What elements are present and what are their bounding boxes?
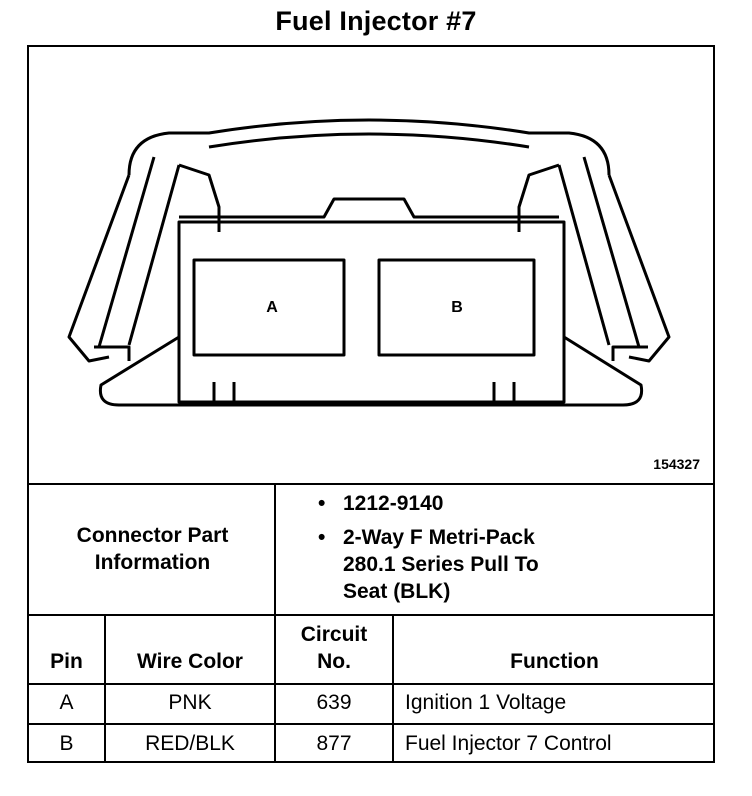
row-b-function: Fuel Injector 7 Control	[405, 732, 612, 755]
bullet-icon: •	[318, 526, 326, 549]
connector-type-line1: 2-Way F Metri-Pack	[343, 526, 535, 549]
divider-row-a-bottom	[27, 723, 715, 725]
divider-drawing-bottom	[27, 483, 715, 485]
row-b-circuit: 877	[316, 732, 352, 755]
divider-table-top	[27, 614, 715, 616]
right-wing-inner	[519, 157, 639, 347]
header-circuit-line1: Circuit	[300, 623, 368, 646]
header-wire-color: Wire Color	[137, 650, 243, 673]
bullet-icon: •	[318, 492, 326, 515]
row-a-pin: A	[59, 691, 74, 714]
part-info-label-line1: Connector Part	[76, 524, 229, 547]
divider-header-bottom	[27, 683, 715, 685]
cavity-a-label: A	[266, 299, 278, 316]
row-b-pin: B	[59, 732, 74, 755]
part-info-label	[29, 522, 276, 576]
header-pin: Pin	[50, 650, 83, 673]
connector-body	[179, 222, 564, 402]
left-wing-inner	[99, 157, 219, 347]
divider-col-circuit	[392, 614, 394, 763]
header-function: Function	[510, 650, 599, 673]
row-a-circuit: 639	[316, 691, 352, 714]
part-number: 1212-9140	[343, 492, 444, 515]
part-info-list	[318, 490, 539, 605]
diagram-title: Fuel Injector #7	[275, 6, 477, 36]
left-wing-outer	[69, 175, 129, 361]
figure-number: 154327	[653, 456, 700, 472]
part-info-label-line2: Information	[94, 551, 211, 574]
connector-hood-inner	[209, 134, 529, 147]
latch-tab	[179, 199, 559, 217]
row-a-wire-color: PNK	[168, 691, 212, 714]
connector-type-line2: 280.1 Series Pull To	[343, 553, 539, 576]
row-a-function: Ignition 1 Voltage	[405, 691, 567, 714]
lock-base	[100, 337, 641, 405]
part-info-item-2	[318, 524, 539, 605]
row-b-wire-color: RED/BLK	[145, 732, 235, 755]
right-wing-outer	[609, 175, 669, 361]
part-info-item-1	[318, 490, 539, 517]
connector-hood-outer	[129, 120, 609, 175]
connector-drawing	[29, 47, 713, 484]
cavity-b-label: B	[451, 299, 463, 316]
connector-type-line3: Seat (BLK)	[343, 580, 451, 603]
header-circuit-line2: No.	[317, 650, 351, 673]
